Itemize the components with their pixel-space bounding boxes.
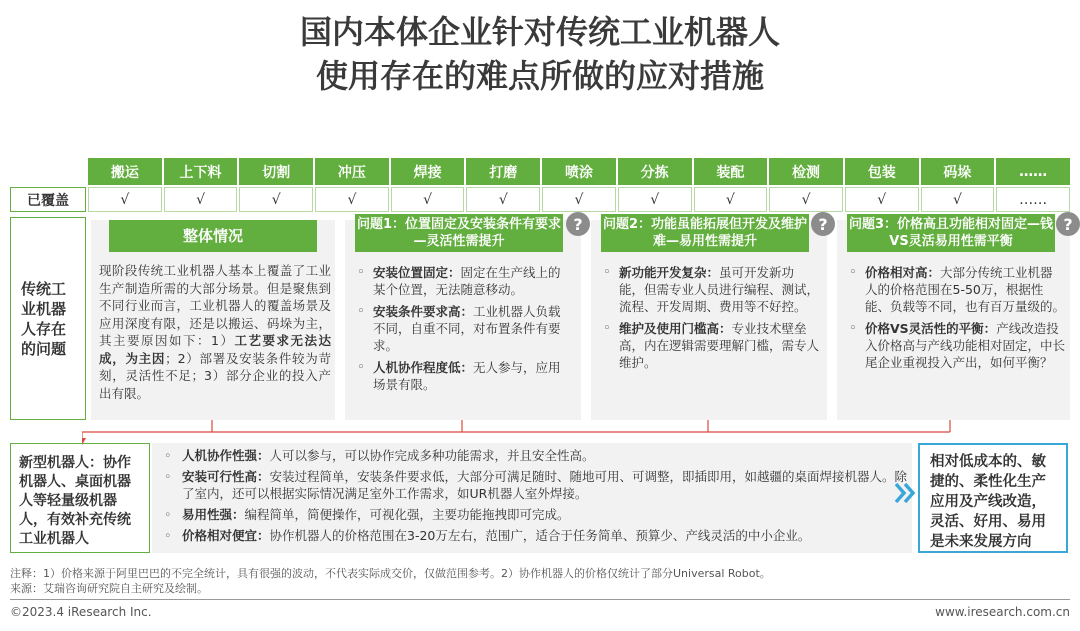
item-title: 价格相对高：: [865, 265, 941, 280]
question-mark-icon: ?: [1056, 212, 1080, 236]
coverage-cell: √: [921, 187, 995, 212]
coverage-cell: √: [466, 187, 540, 212]
conclusion-box: 相对低成本的、敏捷的、柔性化生产应用及产线改造，灵活、好用、易用是未来发展方向: [918, 443, 1068, 553]
list-item: [160, 527, 908, 544]
footer-divider: [10, 599, 1070, 600]
problem-1-list: [355, 264, 573, 398]
question-mark-icon: ?: [811, 212, 835, 236]
scenario-cell: ……: [996, 158, 1070, 185]
problem-3-heading: 问题3：价格高且功能相对固定—钱VS灵活易用性需平衡: [847, 214, 1055, 252]
copyright: ©2023.4 iResearch Inc.: [10, 605, 152, 619]
traditional-robot-problems-label: 传统工业机器人存在的问题: [10, 217, 86, 420]
coverage-cell: ……: [996, 187, 1070, 212]
item-title: 易用性强：: [182, 507, 245, 522]
coverage-cell: √: [845, 187, 919, 212]
scenario-cell: 装配: [694, 158, 768, 185]
scenario-cell: 打磨: [466, 158, 540, 185]
new-robot-features-panel: [152, 443, 912, 553]
list-item: [355, 264, 573, 298]
list-item: [601, 320, 819, 371]
coverage-cell: √: [769, 187, 843, 212]
item-text: 产线改造投入价格高与产线功能相对固定，中长尾企业重视投入产出，如何平衡？: [865, 321, 1066, 370]
coverage-cell: √: [315, 187, 389, 212]
list-item: [160, 468, 908, 502]
coverage-cell: √: [618, 187, 692, 212]
item-title: 安装位置固定：: [373, 265, 461, 280]
item-text: 安装过程简单，安装条件要求低，大部分可满足随时、随地可用、可调整，即插即用，如越疆的桌面焊接机器人。除了室内，还可以根据实际情况满足室外工作需求，如UR机器人室外焊接。: [182, 469, 908, 501]
list-item: [355, 303, 573, 354]
item-text: 固定在生产线上的某个位置，无法随意移动。: [373, 265, 561, 297]
scenario-cell: 冲压: [315, 158, 389, 185]
item-text: 协作机器人的价格范围在3-20万左右，范围广，适合于任务简单、预算少、产线灵活的中小企业。: [269, 528, 811, 543]
title-line-1: 国内本体企业针对传统工业机器人: [299, 13, 780, 51]
coverage-cell: √: [694, 187, 768, 212]
item-title: 价格相对便宜：: [182, 528, 270, 543]
coverage-cell: √: [239, 187, 313, 212]
problem-2-list: [601, 264, 819, 376]
item-text: 大部分传统工业机器人的价格范围在5-50万，根据性能、负载等不同，也有百万量级的。: [865, 265, 1066, 314]
item-text: 无人参与，应用场景有限。: [373, 360, 561, 392]
list-item: [160, 506, 908, 523]
title-line-2: 使用存在的难点所做的应对措施: [315, 57, 764, 95]
page-title: [0, 10, 1080, 98]
coverage-cell: √: [542, 187, 616, 212]
scenario-cell: 检测: [769, 158, 843, 185]
item-text: 编程简单，简便操作，可视化强，主要功能拖拽即可完成。: [244, 507, 570, 522]
scenario-cell: 切割: [239, 158, 313, 185]
coverage-cell: √: [391, 187, 465, 212]
notes: [10, 566, 1070, 596]
item-title: 价格VS灵活性的平衡：: [865, 321, 997, 336]
scenario-cell: 搬运: [88, 158, 162, 185]
overview-text: [99, 262, 331, 402]
features-list: [160, 447, 908, 548]
item-title: 人机协作程度低：: [373, 360, 474, 375]
coverage-row: [10, 187, 1070, 212]
coverage-label: 已覆盖: [10, 187, 86, 212]
item-title: 新功能开发复杂：: [619, 265, 720, 280]
overview-heading: 整体情况: [109, 220, 317, 252]
problem-1-heading: 问题1：位置固定及安装条件有要求—灵活性需提升: [355, 214, 563, 252]
list-item: [847, 264, 1065, 315]
scenario-cell: 喷涂: [542, 158, 616, 185]
scenario-cell: 分拣: [618, 158, 692, 185]
list-item: [601, 264, 819, 315]
item-text: 工业机器人负载不同，自重不同，对布置条件有要求。: [373, 304, 561, 353]
coverage-cell: √: [164, 187, 238, 212]
problem-1-panel: [345, 214, 583, 420]
item-text: 专业技术壁垒高，内在逻辑需要理解门槛，需专人维护。: [619, 321, 820, 370]
item-title: 维护及使用门槛高：: [619, 321, 732, 336]
item-text: 人可以参与，可以协作完成多种功能需求，并且安全性高。: [269, 448, 595, 463]
item-text: 虽可开发新功能，但需专业人员进行编程、测试，流程、开发周期、费用等不好控。: [619, 265, 820, 314]
scenario-cell: 包装: [845, 158, 919, 185]
overview-text-emphasis: 工艺要求无法达成，为主因: [99, 333, 331, 366]
note-text: 注释：1）价格来源于阿里巴巴的不完全统计，具有很强的波动，不代表实际成交价，仅做范围参考。2）协作机器人的价格仅统计了部分Universal Robot。: [10, 567, 771, 580]
list-item: [160, 447, 908, 464]
source-text: 来源：艾瑞咨询研究院自主研究及绘制。: [10, 582, 208, 595]
scenario-cell: 码垛: [921, 158, 995, 185]
double-chevron-right-icon: [893, 478, 917, 508]
overview-panel: [91, 220, 335, 420]
overview-text-part: 现阶段传统工业机器人基本上覆盖了工业生产制造所需的大部分场景。但是聚焦到不同行业而言，工业机器人的覆盖场景及应用深度有限，还是以搬运、码垛为主，其主要原因如下：1）: [99, 263, 331, 348]
website-link[interactable]: www.iresearch.com.cn: [935, 605, 1070, 619]
overview-text-part: ；2）部署及安装条件较为苛刻，灵活性不足；3）部分企业的投入产出有限。: [99, 350, 331, 401]
scenario-header-spacer: [10, 158, 86, 185]
new-robot-label: 新型机器人：协作机器人、桌面机器人等轻量级机器人，有效补充传统工业机器人: [10, 443, 150, 553]
problem-3-list: [847, 264, 1065, 376]
scenario-cell: 焊接: [391, 158, 465, 185]
problem-2-panel: [591, 214, 828, 420]
scenario-header-row: [10, 158, 1070, 185]
item-title: 安装条件要求高：: [373, 304, 474, 319]
problem-3-panel: [837, 214, 1073, 420]
list-item: [847, 320, 1065, 371]
item-title: 人机协作性强：: [182, 448, 270, 463]
coverage-cell: √: [88, 187, 162, 212]
question-mark-icon: ?: [566, 212, 590, 236]
item-title: 安装可行性高：: [182, 469, 270, 484]
problem-2-heading: 问题2：功能虽能拓展但开发及维护难—易用性需提升: [601, 214, 809, 252]
scenario-cell: 上下料: [164, 158, 238, 185]
list-item: [355, 359, 573, 393]
